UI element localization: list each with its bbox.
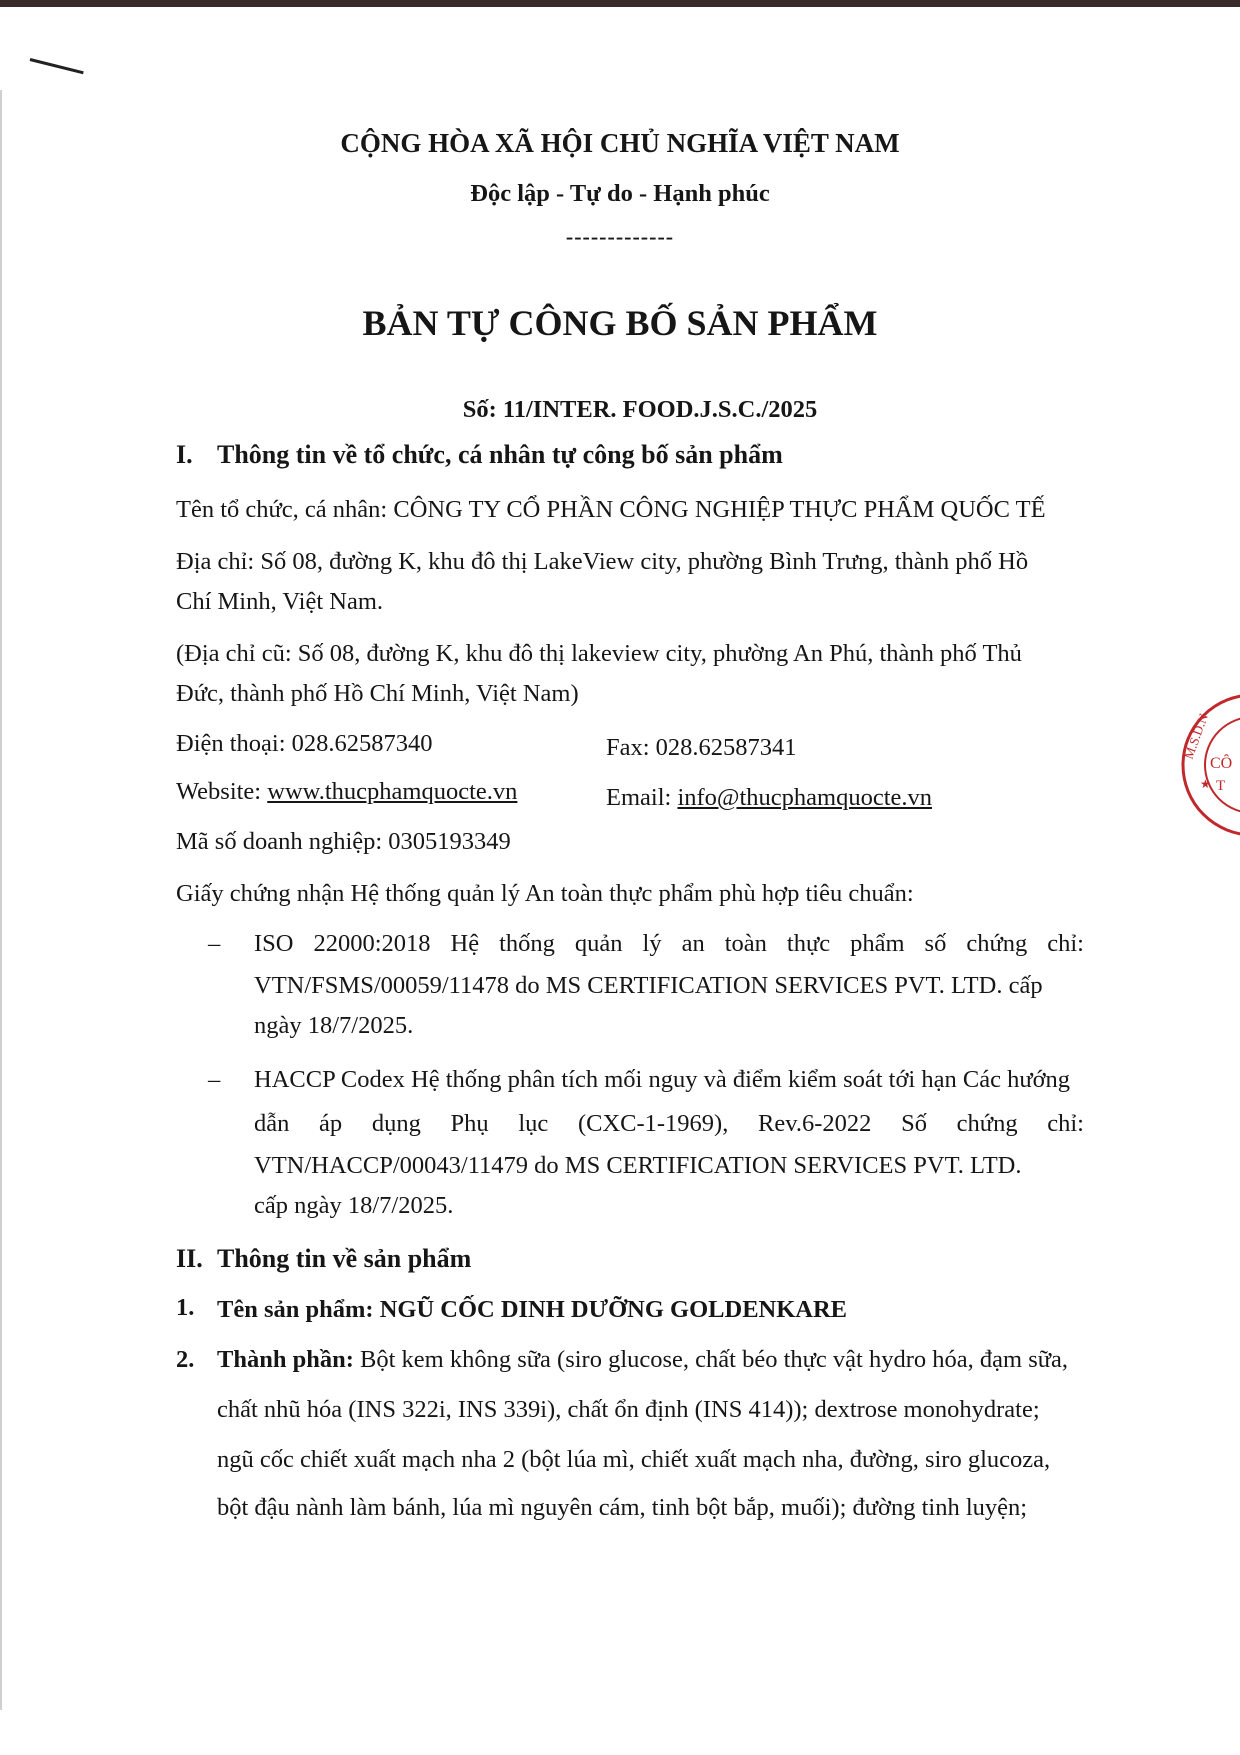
item1-number: 1. [176, 1294, 195, 1321]
section1-heading: Thông tin về tổ chức, cá nhân tự công bố sản phẩm [217, 440, 783, 469]
header-divider: ------------- [565, 224, 675, 249]
iso-line-3: ngày 18/7/2025. [254, 1012, 414, 1039]
stamp-star: ★ [1200, 777, 1211, 791]
ingredients-label: Thành phần: [217, 1346, 354, 1373]
website-row [176, 778, 517, 806]
ingredients-line-3: ngũ cốc chiết xuất mạch nha 2 (bột lúa mì, chiết xuất mạch nha, đường, siro glucoza, [217, 1446, 1051, 1473]
email-row [606, 784, 932, 812]
haccp-line-2: dẫn áp dụng Phụ lục (CXC-1-1969), Rev.6-2022 Số chứng chỉ: [254, 1110, 1084, 1137]
website-label: Website: [176, 778, 268, 805]
section2-number: II. [176, 1244, 203, 1273]
haccp-line-1: HACCP Codex Hệ thống phân tích mối nguy và điểm kiểm soát tới hạn Các hướng [254, 1066, 1071, 1093]
old-address-line-1: (Địa chỉ cũ: Số 08, đường K, khu đô thị lakeview city, phường An Phú, thành phố Thủ [176, 640, 1022, 667]
section1-number: I. [176, 440, 193, 469]
haccp-line-4: cấp ngày 18/7/2025. [254, 1192, 454, 1219]
company-stamp [1178, 690, 1240, 840]
haccp-line-3: VTN/HACCP/00043/11479 do MS CERTIFICATION SERVICES PVT. LTD. [254, 1152, 1022, 1179]
scan-top-edge [0, 0, 1240, 7]
ingredients-text-1: Bột kem không sữa (siro glucose, chất béo thực vật hydro hóa, đạm sữa, [353, 1346, 1069, 1373]
ingredients-line-4: bột đậu nành làm bánh, lúa mì nguyên cám, tinh bột bắp, muối); đường tinh luyện; [217, 1494, 1028, 1521]
iso-line-2: VTN/FSMS/00059/11478 do MS CERTIFICATION SERVICES PVT. LTD. cấp [254, 972, 1043, 999]
scan-pen-mark [30, 58, 84, 74]
national-motto: Độc lập - Tự do - Hạnh phúc [470, 180, 770, 207]
email-link[interactable]: info@thucphamquocte.vn [677, 784, 933, 811]
org-name: Tên tổ chức, cá nhân: CÔNG TY CỔ PHẦN CÔNG NGHIỆP THỰC PHẨM QUỐC TẾ [176, 496, 1046, 523]
bullet-iso: – [208, 930, 221, 957]
country-name: CỘNG HÒA XÃ HỘI CHỦ NGHĨA VIỆT NAM [340, 128, 900, 158]
product-name: Tên sản phẩm: NGŨ CỐC DINH DƯỠNG GOLDENKARE [217, 1296, 848, 1323]
item2-number: 2. [176, 1346, 195, 1373]
section2-heading: Thông tin về sản phẩm [217, 1244, 472, 1273]
document-number: Số: 11/INTER. FOOD.J.S.C./2025 [462, 396, 818, 423]
fax: Fax: 028.62587341 [606, 734, 797, 761]
phone: Điện thoại: 028.62587340 [176, 730, 433, 757]
address-line-1: Địa chỉ: Số 08, đường K, khu đô thị LakeView city, phường Bình Trưng, thành phố Hồ [176, 548, 1029, 575]
iso-line-1: ISO 22000:2018 Hệ thống quản lý an toàn thực phẩm số chứng chỉ: [254, 930, 1084, 957]
old-address-line-2: Đức, thành phố Hồ Chí Minh, Việt Nam) [176, 680, 579, 707]
stamp-ring-text: M.S.D.N [1180, 711, 1212, 762]
email-label: Email: [606, 784, 678, 811]
bullet-haccp: – [208, 1066, 221, 1093]
ingredients-line-1 [217, 1346, 1068, 1374]
address-line-2: Chí Minh, Việt Nam. [176, 588, 384, 615]
cert-intro: Giấy chứng nhận Hệ thống quản lý An toàn thực phẩm phù hợp tiêu chuẩn: [176, 880, 914, 907]
document-title: BẢN TỰ CÔNG BỐ SẢN PHẨM [362, 303, 878, 343]
website-link[interactable]: www.thucphamquocte.vn [267, 778, 518, 805]
stamp-center-text-2: T [1216, 778, 1226, 794]
stamp-center-text: CÔ [1210, 755, 1233, 772]
ingredients-line-2: chất nhũ hóa (INS 322i, INS 339i), chất ổn định (INS 414)); dextrose monohydrate; [217, 1396, 1040, 1423]
tax-code: Mã số doanh nghiệp: 0305193349 [176, 828, 511, 855]
